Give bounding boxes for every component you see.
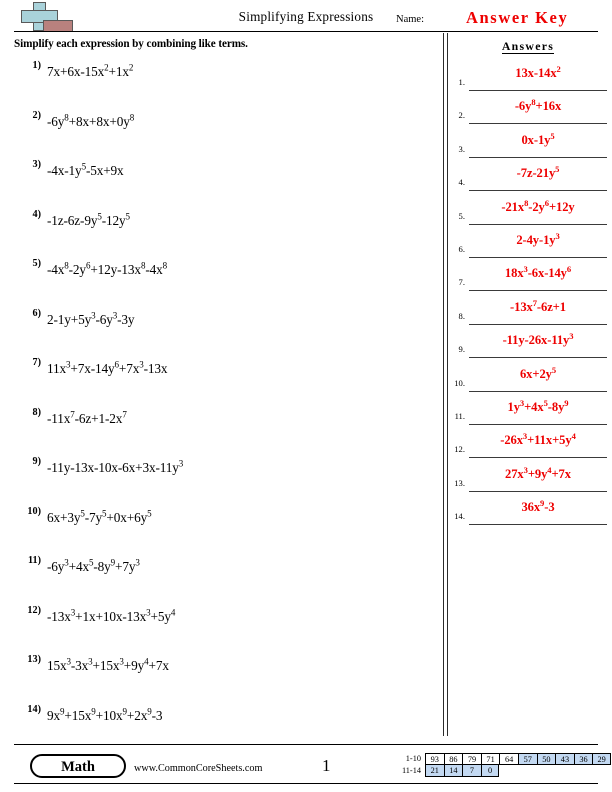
- problem-number: 8): [32, 406, 41, 418]
- score-table-row: [396, 753, 611, 765]
- answer-blank-line: [469, 290, 607, 291]
- answer-number: 3.: [458, 143, 465, 154]
- answer-value: $-6y^8+16x$: [514, 97, 562, 114]
- problem-number: 10): [27, 505, 41, 517]
- problem-item: [14, 207, 434, 257]
- answer-value: $-7z-21y^5$: [516, 163, 560, 181]
- problem-expression: $15x^3-3x^3+15x^3+9y^4+7x$: [47, 656, 169, 673]
- problem-expression: $-4x^8-2y^6+12y-13x^8-4x^8$: [47, 260, 167, 277]
- problem-expression: $-4x-1y^5-5x+9x$: [47, 161, 124, 178]
- score-cell-empty: [592, 765, 611, 777]
- answer-number: 4.: [458, 177, 465, 188]
- problem-item: [14, 58, 434, 108]
- answer-value: $13x-14x^2$: [515, 63, 561, 80]
- answer-item: [448, 129, 608, 162]
- answer-number: 1.: [458, 77, 465, 87]
- answer-number: 14.: [454, 511, 465, 522]
- problem-number: 12): [27, 604, 41, 616]
- score-key-table: [396, 753, 611, 777]
- problem-number: 2): [32, 109, 41, 121]
- problem-item: [14, 504, 434, 554]
- problem-item: [14, 652, 434, 702]
- answer-item: [448, 496, 608, 529]
- score-cell-empty: [555, 765, 574, 777]
- score-cell: 0: [481, 765, 500, 777]
- answer-blank-line: [469, 357, 607, 358]
- answer-item: [448, 262, 608, 295]
- page-title: Simplifying Expressions: [238, 9, 374, 24]
- answer-number: 7.: [458, 277, 465, 288]
- problem-expression: $9x^9+15x^9+10x^9+2x^9-3$: [47, 706, 163, 723]
- answer-value: $-13x^7-6z+1$: [510, 297, 566, 314]
- answer-item: [448, 363, 608, 396]
- problem-expression: $2-1y+5y^3-6y^3-3y$: [47, 310, 135, 327]
- problem-expression: $6x+3y^5-7y^5+0x+6y^5$: [47, 508, 152, 525]
- header-divider-rule: [14, 31, 598, 32]
- problem-item: [14, 108, 434, 158]
- score-cell: 14: [444, 765, 463, 777]
- answer-blank-line: [469, 324, 607, 325]
- problem-number: 1): [32, 60, 41, 71]
- answers-column-title: [448, 39, 608, 54]
- name-label: Name:: [396, 14, 424, 25]
- answer-item: [448, 62, 608, 95]
- subject-badge: Math: [30, 754, 126, 778]
- answer-item: [448, 429, 608, 462]
- score-cell: 93: [425, 753, 444, 765]
- score-cell: 79: [462, 753, 481, 765]
- score-cell: 7: [462, 765, 481, 777]
- answer-value: $-11y-26x-11y^3$: [502, 330, 574, 348]
- answer-blank-line: [469, 90, 607, 91]
- answer-blank-line: [469, 491, 607, 492]
- answer-blank-line: [469, 123, 607, 124]
- problem-item: [14, 454, 434, 504]
- problem-item: [14, 405, 434, 455]
- answer-blank-line: [469, 257, 607, 258]
- score-cell: 36: [574, 753, 593, 765]
- problem-number: 5): [32, 258, 41, 269]
- problem-expression: $7x+6x-15x^2+1x^2$: [47, 62, 134, 79]
- answer-item: [448, 329, 608, 362]
- answer-number: 13.: [454, 477, 465, 488]
- score-cell: 50: [537, 753, 556, 765]
- answer-item: [448, 162, 608, 195]
- score-cell: 64: [499, 753, 518, 765]
- answers-title-text: Answers: [501, 39, 555, 53]
- score-cell: 86: [444, 753, 463, 765]
- problem-item: [14, 306, 434, 356]
- answer-blank-line: [469, 391, 607, 392]
- problem-number: 3): [32, 159, 41, 170]
- problem-expression: $-11y-13x-10x-6x+3x-11y^3$: [47, 458, 184, 475]
- site-url-text: www.CommonCoreSheets.com: [134, 763, 263, 774]
- answer-value: $1y^3+4x^5-8y^9$: [507, 397, 569, 414]
- problem-item: [14, 603, 434, 653]
- problem-number: 6): [32, 307, 41, 319]
- answer-value: $18x^3-6x-14y^6$: [504, 264, 572, 281]
- problem-expression: $-13x^3+1x+10x-13x^3+5y^4$: [47, 607, 176, 624]
- answer-blank-line: [469, 224, 607, 225]
- problem-item: [14, 157, 434, 207]
- answer-value: $36x^9-3$: [521, 497, 555, 515]
- answer-blank-line: [469, 157, 607, 158]
- score-cell: 43: [555, 753, 574, 765]
- page-number: 1: [322, 756, 331, 775]
- answer-blank-line: [469, 190, 607, 191]
- problem-number: 14): [27, 703, 41, 715]
- score-cell-empty: [499, 765, 518, 777]
- score-table-row: [396, 765, 611, 777]
- answer-list: [448, 62, 608, 529]
- problem-number: 9): [32, 456, 41, 467]
- score-row-label: 11-14: [401, 766, 421, 775]
- answer-blank-line: [469, 457, 607, 458]
- answer-value: $-21x^8-2y^6+12y$: [501, 197, 575, 214]
- answer-number: 2.: [458, 110, 465, 121]
- answer-number: 10.: [454, 377, 465, 388]
- answer-number: 8.: [458, 310, 465, 321]
- footer-divider-rule-bottom: [14, 783, 598, 784]
- answer-item: [448, 463, 608, 496]
- score-cell: 29: [592, 753, 611, 765]
- answer-blank-line: [469, 424, 607, 425]
- problem-expression: $-6y^8+8x+8x+0y^8$: [47, 112, 135, 129]
- problem-expression: $-6y^3+4x^5-8y^9+7y^3$: [47, 557, 140, 574]
- problem-item: [14, 256, 434, 306]
- answer-number: 11.: [454, 410, 465, 421]
- problem-item: [14, 553, 434, 603]
- answer-item: [448, 229, 608, 262]
- answer-item: [448, 196, 608, 229]
- problem-list: [14, 58, 434, 751]
- answer-item: [448, 296, 608, 329]
- answer-value: $27x^3+9y^4+7x$: [505, 464, 571, 481]
- problem-number: 4): [32, 208, 41, 220]
- answer-item: [448, 396, 608, 429]
- answer-value: $0x-1y^5$: [521, 130, 555, 147]
- problem-item: [14, 355, 434, 405]
- score-row-label: 1-10: [405, 754, 421, 763]
- answer-key-badge: Answer Key: [466, 8, 569, 27]
- problem-number: 13): [27, 654, 41, 665]
- answer-item: [448, 95, 608, 128]
- answer-value: $-26x^3+11x+5y^4$: [500, 431, 576, 448]
- problem-expression: $-11x^7-6z+1-2x^7$: [47, 409, 127, 426]
- footer-divider-rule-top: [14, 744, 598, 745]
- score-cell-empty: [518, 765, 537, 777]
- problem-expression: $11x^3+7x-14y^6+7x^3-13x$: [47, 359, 168, 376]
- score-cell: 57: [518, 753, 537, 765]
- answer-number: 5.: [458, 210, 465, 221]
- answer-blank-line: [469, 524, 607, 525]
- problem-number: 7): [32, 357, 41, 368]
- answer-value: $6x+2y^5$: [519, 364, 557, 381]
- score-cell-empty: [537, 765, 556, 777]
- score-cell-empty: [574, 765, 593, 777]
- problem-expression: $-1z-6z-9y^5-12y^5$: [47, 211, 130, 228]
- score-cell: 71: [481, 753, 500, 765]
- score-cell: 21: [425, 765, 444, 777]
- answer-value: $2-4y-1y^3$: [516, 230, 560, 247]
- answer-number: 12.: [454, 444, 465, 455]
- answer-number: 6.: [458, 243, 465, 254]
- answer-number: 9.: [458, 344, 465, 355]
- problem-number: 11): [27, 555, 41, 566]
- instructions-text: Simplify each expression by combining like terms.: [14, 38, 248, 50]
